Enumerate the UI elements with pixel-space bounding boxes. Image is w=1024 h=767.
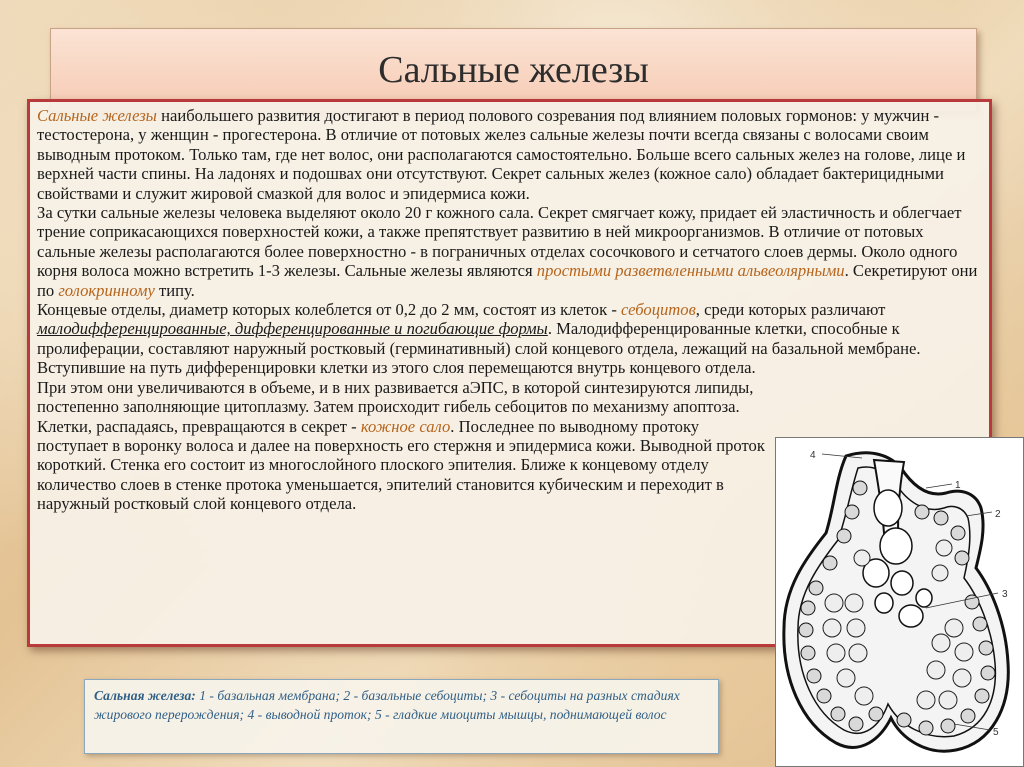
term-cell-forms: малодифференцированные, дифференцированные и погибающие формы (37, 319, 548, 339)
gland-figure (775, 437, 1024, 767)
term-holocrine: голокринному (58, 280, 155, 300)
paragraph-1-text: наибольшего развития достигают в период полового созревания под влиянием половых гормонов: у мужчин - тестостерона, у женщин - прогестерона. В отличие от потовых желез сальные железы почти всегда связаны с волосами своим выводным протоком. Только там, где нет волос, они располагаются самостоятельно. Больше всего сальных желез на голове, лице и верхней части спины. На ладонях и подошвах они отсутствуют. Секрет сальных желез (кожное сало) обладает бактерицидными свойствами и служит жировой смазкой для волос и эпидермиса кожи. (37, 106, 966, 203)
figure-caption (84, 679, 719, 754)
slide-title: Сальные железы (378, 49, 649, 91)
figure-label-5: 5 (993, 727, 999, 738)
paragraph-3 (37, 300, 981, 378)
term-sebocytes: себоцитов (621, 300, 696, 320)
figure-label-1: 1 (955, 480, 961, 491)
paragraph-3-text-b: , среди которых различают (695, 300, 886, 320)
paragraph-4-text-a: При этом они увеличиваются в объеме, и в них развивается аЭПС, в которой синтезируются липиды, постепенно заполняющие цитоплазму. Затем происходит гибель себоцитов по механизму апоптоза. Клетки, распадаясь, превращаются в секрет - (37, 377, 754, 436)
caption-label: Сальная железа: (94, 688, 196, 703)
figure-label-2: 2 (995, 509, 1001, 520)
paragraph-3-text-a: Концевые отделы, диаметр которых колеблется от 0,2 до 2 мм, состоят из клеток - (37, 300, 621, 320)
term-sebaceous-glands: Сальные железы (37, 106, 157, 125)
paragraph-3-text-c: . Малодифференцированные клетки, способные к пролиферации, составляют наружный ростковый (герминативный) слой концевого отдела, лежащий на базальной мембране. Вступившие на путь дифференцировки клетки из этого слоя перемещаются внутрь концевого отдела. (37, 319, 921, 378)
paragraph-2-text-b: . Секретируют они по (37, 261, 978, 300)
caption-text: 1 - базальная мембрана; 2 - базальные себоциты; 3 - себоциты на разных стадиях жирового перерождения; 4 - выводной проток; 5 - гладкие миоциты мышцы, поднимающей волос (94, 688, 680, 722)
term-alveolar: простыми разветвленными альвеолярными (536, 261, 845, 281)
paragraph-2-text-c: типу. (154, 280, 195, 300)
paragraph-4-text-b: . Последнее по выводному протоку поступает в воронку волоса и далее на поверхность его стержня и эпидермиса кожи. Выводной проток короткий. Стенка его состоит из многослойного плоского эпителия. Ближе к концевому отделу количество слоев в стенке протока уменьшается, эпителий становится кубическим и переходит в наружный ростковый слой концевого отдела. (37, 416, 765, 514)
figure-label-3: 3 (1002, 589, 1008, 600)
paragraph-1 (37, 106, 981, 203)
paragraph-4 (37, 378, 767, 514)
term-sebum: кожное сало (360, 416, 451, 436)
paragraph-2 (37, 203, 981, 300)
paragraph-2-text-a: За сутки сальные железы человека выделяют около 20 г кожного сала. Секрет смягчает кожу, придает ей эластичность и облегчает трение соприкасающихся поверхностей кожи, а также препятствует развитию в ней микроорганизмов. В отличие от потовых сальные железы располагаются более поверхностно - в пограничных отделах сосочкового и сетчатого слоев дермы. Около одного корня волоса можно встретить 1-3 железы. Сальные железы являются (37, 203, 962, 281)
sebaceous-gland-illustration (776, 438, 1023, 766)
figure-label-4: 4 (810, 450, 816, 461)
